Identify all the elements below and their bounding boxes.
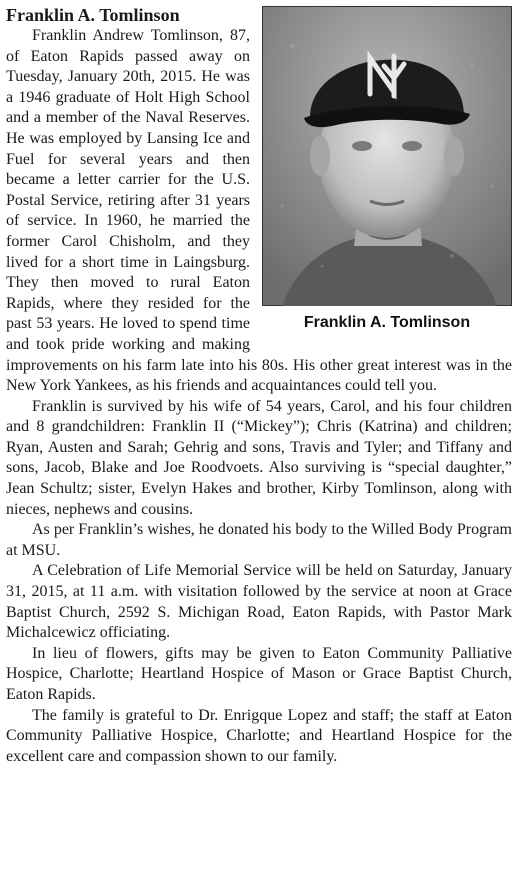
portrait-photo-icon (262, 6, 512, 306)
obituary-paragraph-life: Franklin Andrew Tomlinson, 87, of Eaton Rapids passed away on Tuesday, January 20th, 2015. He was a 1946 graduate of Holt High School and a member of the Naval Reserves. He was employed by Lansing Ice and Fuel for several years and then became a letter carrier for the U.S. Postal Service, retiring after 31 years of service. In 1960, he married the former Carol Chisholm, and they lived for a short time in Laingsburg. They then moved to rural Eaton Rapids, where they resided for the past 53 years. He loved to spend time and took pride working and making improvements on his farm late into his 80s. His other great interest was in the New York Yankees, as his friends and acquaintances could tell you. (6, 27, 512, 395)
obituary-paragraph-thanks: The family is grateful to Dr. Enrigque Lopez and staff; the staff at Eaton Community Palliative Hospice, Charlotte; and Heartland Hospice for the excellent care and compassion shown to our family. (6, 706, 512, 765)
obituary-paragraph-memorials: In lieu of flowers, gifts may be given to Eaton Community Palliative Hospice, Charlotte; Heartland Hospice of Mason or Grace Baptist Church, Eaton Rapids. (6, 644, 512, 703)
obituary-paragraph-service: A Celebration of Life Memorial Service will be held on Saturday, January 31, 2015, at 11 a.m. with visitation followed by the service at noon at Grace Baptist Church, 2592 S. Michigan Road, Eaton Rapids, with Pastor Mark Michalcewicz officiating. (6, 562, 512, 642)
obituary-paragraph-donation: As per Franklin’s wishes, he donated his body to the Willed Body Program at MSU. (6, 521, 512, 559)
obituary-paragraph-survivors: Franklin is survived by his wife of 54 years, Carol, and his four children and 8 grandchildren: Franklin II (“Mickey”); Chris (Katrina) and children; Ryan, Austen and Sarah; Gehrig and sons, Travis and Tyler; and Tiffany and sons, Jacob, Blake and Joe Roodvoets. Also surviving is “special daughter,” Jean Schultz; sister, Evelyn Hakes and brother, Kirby Tomlinson, along with nieces, nephews and cousins. (6, 397, 512, 518)
obituary-article (6, 4, 512, 882)
photo-block (262, 6, 512, 338)
photo-caption: Franklin A. Tomlinson (303, 314, 471, 331)
obituary-headline: Franklin A. Tomlinson (6, 5, 180, 25)
